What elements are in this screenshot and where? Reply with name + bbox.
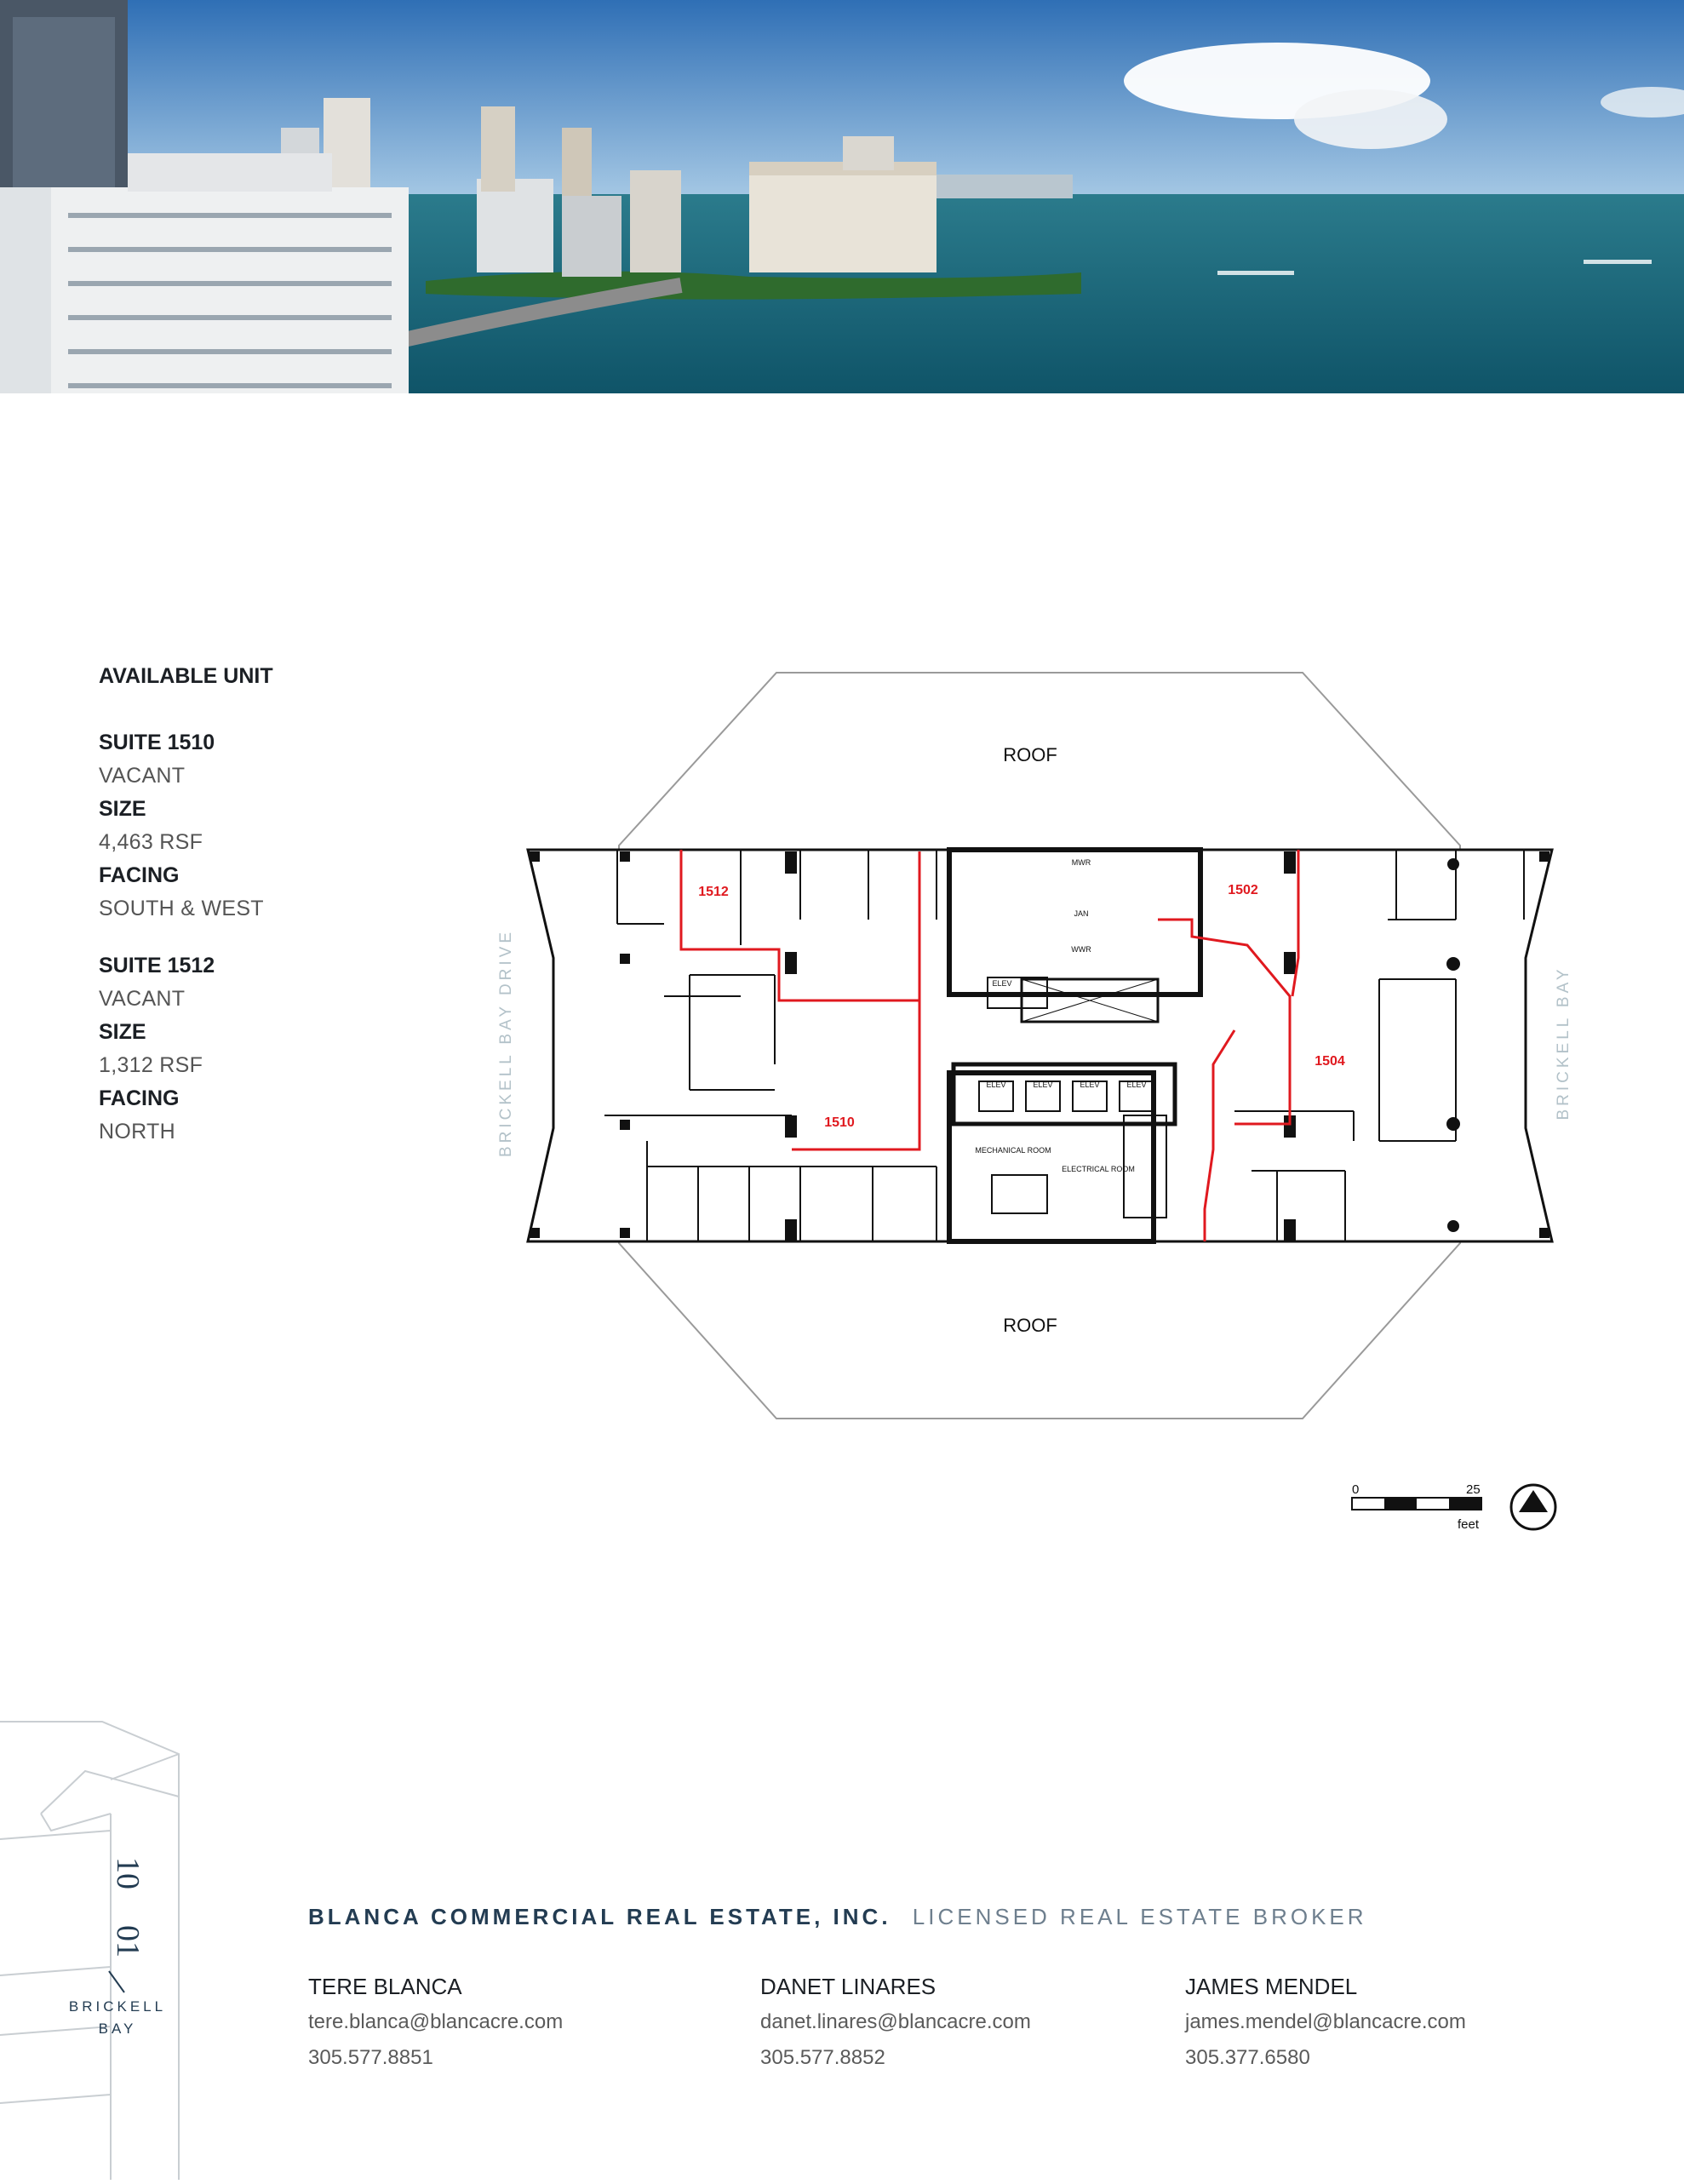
contact-name: DANET LINARES: [760, 1974, 937, 1999]
size-label: SIZE: [99, 1020, 146, 1044]
elev-label: ELEV: [992, 979, 1012, 988]
unit-1504-label: 1504: [1315, 1054, 1345, 1069]
contact-card: [760, 1969, 1118, 2076]
company-name: BLANCA COMMERCIAL REAL ESTATE, INC.: [308, 1904, 891, 1929]
contact-name: JAMES MENDEL: [1185, 1974, 1358, 1999]
contact-phone[interactable]: 305.577.8851: [308, 2046, 433, 2069]
contact-email[interactable]: danet.linares@blancacre.com: [760, 2010, 1031, 2033]
size-label: SIZE: [99, 797, 146, 821]
contact-name: TERE BLANCA: [308, 1974, 462, 1999]
scale-unit: feet: [1458, 1517, 1480, 1532]
street-label-west: BRICKELL BAY DRIVE: [497, 928, 515, 1158]
available-unit-panel: [99, 664, 405, 1172]
brickell-bay-logo: [0, 1711, 196, 2180]
contact-email[interactable]: james.mendel@blancacre.com: [1185, 2010, 1466, 2033]
contact-card: [308, 1969, 666, 2076]
facing-label: FACING: [99, 1086, 180, 1110]
logo-number-bottom: 01: [110, 1925, 146, 1958]
mwr-label: MWR: [1071, 858, 1091, 867]
suite-facing: SOUTH & WEST: [99, 897, 264, 920]
broker-line: [308, 1904, 1367, 1930]
elev-label: ELEV: [986, 1081, 1006, 1089]
elev-label: ELEV: [1126, 1081, 1147, 1089]
floor-plan: [494, 664, 1572, 1533]
unit-1510-label: 1510: [824, 1115, 855, 1130]
suite-status: VACANT: [99, 987, 186, 1011]
north-arrow-icon: [1511, 1485, 1555, 1529]
electrical-room-label: ELECTRICAL ROOM: [1062, 1165, 1135, 1173]
suite-size: 1,312 RSF: [99, 1053, 203, 1077]
roof-label-top: ROOF: [1003, 744, 1057, 765]
logo-name-line2: BAY: [98, 2021, 137, 2037]
elev-label: ELEV: [1033, 1081, 1053, 1089]
suite-1510-details: [99, 726, 405, 926]
available-unit-heading: AVAILABLE UNIT: [99, 664, 273, 688]
suite-facing: NORTH: [99, 1120, 175, 1144]
logo-name-line1: BRICKELL: [68, 1998, 167, 2015]
jan-label: JAN: [1074, 909, 1089, 918]
facing-label: FACING: [99, 863, 180, 887]
suite-name: SUITE 1512: [99, 954, 215, 977]
suite-1512-details: [99, 949, 405, 1149]
scale-zero: 0: [1352, 1482, 1360, 1497]
logo-number-top: 10: [110, 1857, 146, 1889]
suite-status: VACANT: [99, 764, 186, 788]
suite-name: SUITE 1510: [99, 731, 215, 754]
licensed-broker-label: LICENSED REAL ESTATE BROKER: [912, 1904, 1367, 1929]
contact-email[interactable]: tere.blanca@blancacre.com: [308, 2010, 564, 2033]
unit-1502-label: 1502: [1228, 883, 1258, 897]
roof-label-bottom: ROOF: [1003, 1315, 1057, 1336]
unit-1512-label: 1512: [698, 885, 729, 899]
scale-max: 25: [1466, 1482, 1481, 1497]
wwr-label: WWR: [1071, 945, 1091, 954]
scale-bar: [1352, 1482, 1481, 1532]
contact-card: [1185, 1969, 1543, 2076]
street-label-east: BRICKELL BAY: [1555, 966, 1572, 1121]
hero-photo: [0, 0, 1684, 393]
contact-phone[interactable]: 305.377.6580: [1185, 2046, 1310, 2069]
mechanical-room-label: MECHANICAL ROOM: [975, 1146, 1051, 1155]
elev-label: ELEV: [1080, 1081, 1100, 1089]
suite-size: 4,463 RSF: [99, 830, 203, 854]
contact-phone[interactable]: 305.577.8852: [760, 2046, 885, 2069]
